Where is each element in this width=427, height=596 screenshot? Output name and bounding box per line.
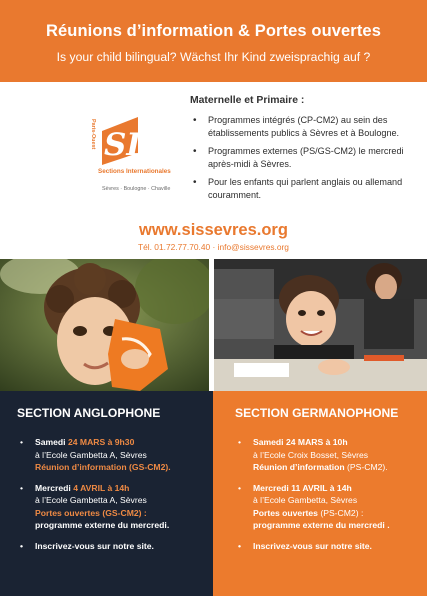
logo-sections-label: Sections Internationales — [98, 168, 171, 175]
section-germanophone — [213, 391, 427, 596]
item-place: à l’Ecole Gambetta A, Sèvres — [35, 495, 147, 505]
item-level: (GS-CM2) : — [99, 507, 147, 518]
intro-item: • Pour les enfants qui parlent anglais ou allemand couramment. — [190, 176, 410, 202]
item-date: 11 AVRIL à 14h — [291, 482, 352, 493]
germanophone-item-portes-ouvertes — [235, 482, 427, 532]
intro-item: • Programmes intégrés (CP-CM2) au sein des établissements publics à Sèvres et à Boulogne. — [190, 114, 410, 140]
logo-letters: SIS — [104, 127, 164, 163]
header-banner — [0, 0, 427, 82]
anglophone-item-portes-ouvertes — [17, 482, 209, 532]
item-day: Samedi — [35, 437, 68, 447]
intro-list — [190, 114, 410, 202]
logo-vertical-text: Paris-Ouest — [90, 119, 96, 150]
item-level: (PS-CM2) : — [317, 507, 364, 518]
item-note: programme externe du mercredi. — [35, 520, 170, 530]
item-place: à l’Ecole Croix Bosset, Sèvres — [253, 449, 369, 460]
item-note: programme externe du mercredi . — [253, 520, 390, 530]
section-title-germanophone: SECTION GERMANOPHONE — [235, 406, 399, 420]
flyer-title: Réunions d’information & Portes ouvertes — [46, 22, 381, 40]
item-date: 24 MARS à 10h — [285, 437, 348, 447]
germanophone-item-inscription: • Inscrivez-vous sur notre site. — [235, 540, 427, 553]
photo-boy-at-desk — [214, 259, 427, 391]
logo-towns: Sèvres · Boulogne · Chaville — [102, 186, 171, 192]
section-title-anglophone: SECTION ANGLOPHONE — [17, 406, 161, 420]
item-level: (GS-CM2). — [126, 462, 171, 472]
item-event: Réunion d’information — [35, 462, 127, 472]
section-anglophone — [0, 391, 213, 596]
intro-block — [190, 95, 410, 207]
item-place: à l’Ecole Gambetta A, Sèvres — [35, 449, 147, 460]
anglophone-item-reunion — [17, 436, 209, 474]
sis-logo — [72, 113, 172, 195]
item-event: Portes ouvertes — [253, 507, 318, 518]
anglophone-item-inscription: • Inscrivez-vous sur notre site. — [17, 540, 209, 553]
flyer-subtitle: Is your child bilingual? Wächst Ihr Kind zweisprachig auf ? — [56, 50, 371, 64]
anglophone-list — [17, 436, 209, 560]
item-day: Samedi — [253, 437, 286, 447]
item-event: Portes ouvertes — [35, 507, 100, 518]
contact-details: Tél. 01.72.77.70.40 · info@sissevres.org — [138, 242, 289, 252]
item-date: 4 AVRIL à 14h — [73, 482, 130, 493]
intro-item: • Programmes externes (PS/GS-CM2) le mercredi après-midi à Sèvres. — [190, 145, 410, 171]
item-day: Mercredi — [253, 482, 292, 493]
germanophone-item-reunion — [235, 436, 427, 474]
item-place: à l’Ecole Gambetta, Sèvres — [253, 495, 358, 505]
item-event: Réunion d’information — [253, 462, 345, 472]
item-date: 24 MARS à 9h30 — [67, 437, 135, 447]
sis-logo-mark-icon — [72, 113, 172, 173]
website-link[interactable]: www.sissevres.org — [139, 221, 288, 239]
item-level: (PS-CM2). — [344, 462, 388, 472]
item-day: Mercredi — [35, 482, 74, 493]
germanophone-list — [235, 436, 427, 560]
photo-child-with-toy — [0, 259, 209, 391]
intro-heading: Maternelle et Primaire : — [190, 95, 305, 106]
